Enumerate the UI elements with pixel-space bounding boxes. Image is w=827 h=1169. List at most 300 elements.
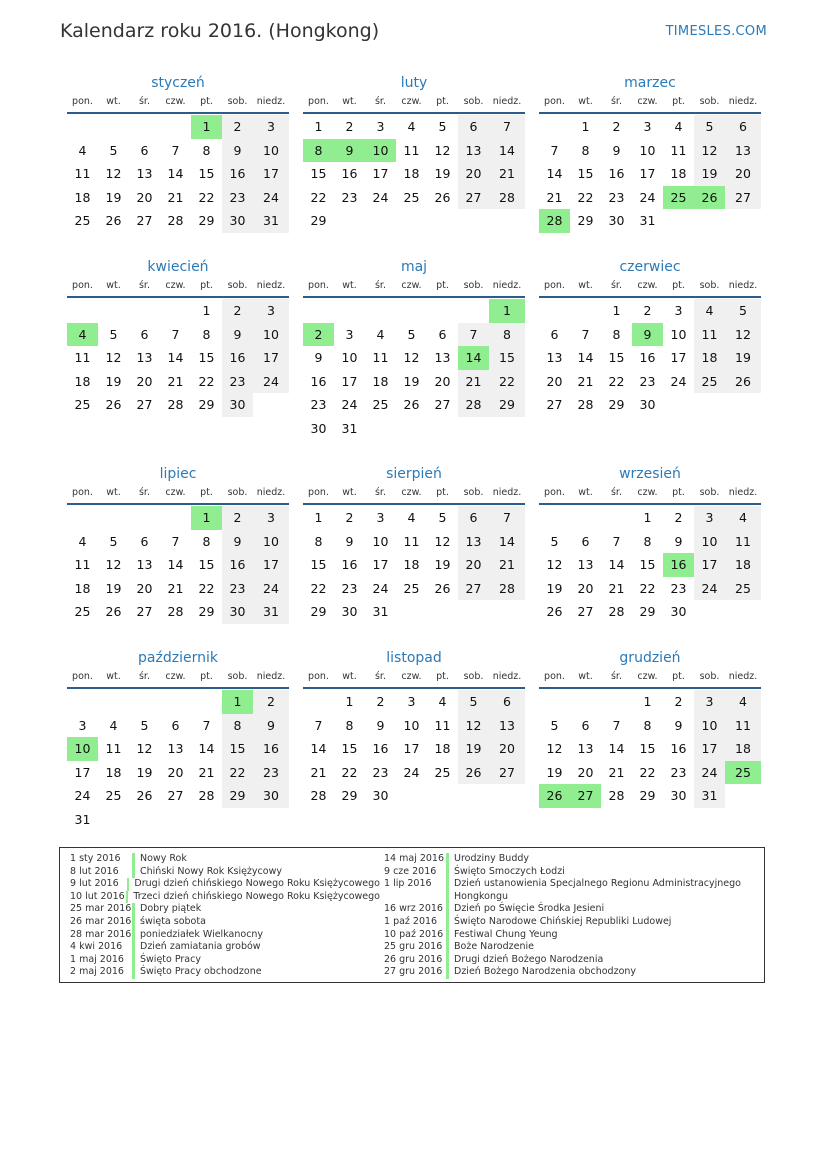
day: 13 [577,741,594,756]
day: 3 [407,694,416,709]
month-0 [67,72,289,233]
holiday-marker [446,954,449,967]
empty-cell [67,115,98,139]
empty-cell [303,690,334,714]
day: 18 [403,166,420,181]
day: 11 [694,323,725,347]
holiday-day: 4 [67,323,98,347]
holiday-date: 1 sty 2016 [70,853,121,864]
weekday-label: sob. [699,487,720,498]
empty-cell [160,506,191,530]
holiday-entry [70,929,380,942]
weekday-label: niedz. [492,487,522,498]
day: 29 [198,397,215,412]
holiday-day: 2 [303,323,334,347]
day: 5 [109,326,118,342]
holiday-date: 10 lut 2016 [70,890,125,902]
day: 19 [434,557,451,572]
day: 25 [694,370,725,394]
day: 30 [222,393,253,417]
day: 2 [222,115,253,139]
month-name: luty [400,75,428,91]
day: 6 [489,690,525,714]
day: 27 [546,397,563,412]
weekday-label: wt. [342,96,357,107]
day: 19 [458,737,489,761]
day: 16 [341,166,358,181]
holiday-date: 26 mar 2016 [70,915,132,927]
day: 29 [608,397,625,412]
weekday-header [67,669,289,689]
month-3 [67,256,289,417]
weekday-label: śr. [610,280,622,291]
day: 6 [581,717,590,733]
holiday-marker [446,916,449,929]
day: 3 [253,299,289,323]
day: 8 [222,714,253,738]
holiday-date: 2 maj 2016 [70,966,124,978]
empty-cell [570,506,601,530]
empty-cell [601,690,632,714]
day: 8 [581,142,590,158]
day: 24 [372,580,389,596]
empty-cell [67,299,98,323]
weekday-label: pon. [308,487,329,498]
day: 29 [577,213,594,228]
weekday-label: pon. [72,280,93,291]
day: 19 [105,373,122,389]
day: 30 [670,788,687,803]
day: 13 [546,350,563,365]
holiday-name: święta sobota [140,915,206,927]
holiday-entry [70,891,380,904]
empty-cell [303,299,334,323]
day: 24 [341,397,358,412]
day: 6 [581,533,590,549]
day: 18 [74,189,91,205]
holiday-entry [384,941,754,954]
holiday-date: 1 lip 2016 [384,878,432,890]
day: 20 [725,162,761,186]
weekday-label: czw. [165,671,186,682]
day: 8 [643,533,652,549]
day-grid [539,506,761,624]
day: 18 [403,557,420,572]
empty-cell [396,299,427,323]
empty-cell [365,299,396,323]
day: 27 [458,186,489,210]
day: 13 [458,530,489,554]
weekday-label: wt. [106,487,121,498]
holiday-date: 9 lut 2016 [70,878,119,890]
day: 29 [639,604,656,619]
day: 26 [546,604,563,619]
weekday-label: pon. [308,96,329,107]
day: 21 [167,189,184,205]
weekday-label: wt. [578,671,593,682]
day: 9 [222,530,253,554]
holiday-name: Boże Narodzenie [454,941,534,953]
day: 30 [608,213,625,228]
day: 18 [74,373,91,389]
weekday-label: pt. [200,96,213,107]
day: 5 [140,717,149,733]
holiday-marker [446,929,449,942]
day: 29 [310,213,327,228]
empty-cell [570,690,601,714]
empty-cell [98,299,129,323]
day: 26 [434,189,451,205]
holiday-day: 14 [458,346,489,370]
holiday-date: 16 wrz 2016 [384,903,443,915]
day: 16 [639,350,656,365]
weekday-label: pt. [672,671,685,682]
holiday-day: 8 [303,139,334,163]
day: 31 [694,784,725,808]
holiday-legend [59,847,765,983]
day: 26 [434,580,451,596]
day: 19 [546,764,563,780]
weekday-header [539,485,761,505]
holiday-day: 9 [632,323,663,347]
day: 2 [376,694,385,709]
holiday-entry [384,954,754,967]
holiday-day: 16 [663,553,694,577]
holiday-name: poniedziałek Wielkanocny [140,928,264,940]
day: 12 [725,323,761,347]
day: 10 [670,326,687,342]
day: 20 [136,580,153,596]
weekday-header [539,278,761,298]
day: 19 [434,166,451,181]
weekday-label: czw. [401,671,422,682]
month-name: październik [138,650,218,666]
holiday-name: Chiński Nowy Rok Księżycowy [140,865,282,877]
day: 28 [167,397,184,412]
day: 18 [725,737,761,761]
day: 21 [458,370,489,394]
day: 7 [202,717,211,733]
weekday-label: niedz. [728,280,758,291]
weekday-label: sob. [463,487,484,498]
day: 17 [253,346,289,370]
weekday-label: pt. [200,487,213,498]
day: 7 [314,717,323,733]
day: 7 [612,533,621,549]
weekday-label: wt. [578,487,593,498]
weekday-label: sob. [227,487,248,498]
empty-cell [539,115,570,139]
holiday-day: 27 [570,784,601,808]
day-grid [539,115,761,233]
day: 9 [314,350,323,365]
day: 15 [608,350,625,365]
day: 15 [310,166,327,181]
holiday-entry [70,941,380,954]
weekday-label: sob. [227,96,248,107]
holiday-marker [132,916,135,929]
weekday-label: wt. [106,96,121,107]
day: 2 [345,119,354,134]
day: 8 [612,326,621,342]
day: 30 [222,209,253,233]
empty-cell [334,299,365,323]
day: 8 [314,533,323,549]
day: 12 [458,714,489,738]
holiday-marker [127,878,130,891]
weekday-label: śr. [138,96,150,107]
day: 30 [222,600,253,624]
day: 16 [222,346,253,370]
empty-cell [129,115,160,139]
weekday-label: pon. [308,671,329,682]
day: 19 [105,580,122,596]
day: 8 [489,323,525,347]
brand-link[interactable]: TIMESLES.COM [665,24,767,39]
day: 6 [550,326,559,342]
day: 22 [608,373,625,389]
empty-cell [160,690,191,714]
day: 2 [674,694,683,709]
day: 23 [222,577,253,601]
month-1 [303,72,525,233]
holiday-entry [384,916,754,929]
day: 10 [253,139,289,163]
weekday-header [303,485,525,505]
month-7 [303,463,525,624]
day: 3 [345,326,354,342]
empty-cell [427,299,458,323]
day: 22 [222,761,253,785]
day: 11 [670,142,687,158]
day: 10 [694,714,725,738]
day: 26 [403,397,420,412]
holiday-day: 9 [334,139,365,163]
month-name: grudzień [619,650,681,666]
day: 5 [694,115,725,139]
day: 15 [222,737,253,761]
day: 25 [74,604,91,619]
day: 6 [140,533,149,549]
day: 20 [489,737,525,761]
holiday-date: 14 maj 2016 [384,853,445,864]
day: 11 [725,530,761,554]
day: 17 [403,741,420,756]
day: 12 [403,350,420,365]
day: 23 [222,186,253,210]
day: 20 [577,580,594,596]
day: 1 [314,119,323,134]
holiday-date: 8 lut 2016 [70,865,119,877]
day: 2 [222,506,253,530]
day: 15 [310,557,327,572]
day: 5 [458,690,489,714]
day: 3 [643,119,652,134]
holiday-name: Dobry piątek [140,903,202,915]
day: 7 [171,326,180,342]
day: 3 [376,510,385,525]
weekday-label: wt. [106,280,121,291]
day: 9 [222,323,253,347]
day: 22 [639,764,656,780]
holiday-entry [384,929,754,942]
day: 30 [639,397,656,412]
day: 2 [222,299,253,323]
day: 4 [407,510,416,525]
weekday-header [67,485,289,505]
day-grid [67,115,289,233]
holiday-date: 28 mar 2016 [70,928,132,940]
holiday-entry [384,866,754,879]
day: 25 [403,189,420,205]
holiday-entry [384,903,754,916]
day: 4 [407,119,416,134]
day-grid [539,690,761,808]
weekday-label: czw. [401,280,422,291]
day: 17 [74,764,91,780]
day: 6 [725,115,761,139]
day: 11 [403,142,420,158]
day: 21 [489,162,525,186]
weekday-label: śr. [374,487,386,498]
weekday-label: niedz. [728,96,758,107]
day: 16 [341,557,358,572]
day: 27 [136,397,153,412]
day: 24 [694,577,725,601]
holiday-list-left [70,853,380,979]
weekday-label: sob. [227,280,248,291]
day: 30 [372,788,389,803]
day: 30 [310,420,327,436]
weekday-label: niedz. [492,671,522,682]
day: 31 [74,811,91,827]
weekday-label: wt. [342,671,357,682]
day: 29 [489,393,525,417]
day: 12 [546,741,563,756]
day: 10 [372,533,389,549]
day: 25 [372,397,389,412]
weekday-label: sob. [463,96,484,107]
day-grid [67,299,289,417]
day: 7 [171,142,180,158]
weekday-label: pon. [72,96,93,107]
weekday-label: pt. [200,671,213,682]
day-grid [303,506,525,624]
day: 12 [694,139,725,163]
day: 14 [167,350,184,365]
weekday-label: sob. [463,280,484,291]
day: 23 [372,764,389,780]
weekday-label: śr. [374,96,386,107]
weekday-label: niedz. [256,96,286,107]
weekday-label: niedz. [728,671,758,682]
holiday-name: Święto Pracy [140,953,201,965]
weekday-label: śr. [138,487,150,498]
day: 30 [341,604,358,619]
empty-cell [601,506,632,530]
day: 18 [372,373,389,389]
day: 11 [725,714,761,738]
month-9 [67,647,289,831]
day: 17 [694,553,725,577]
day: 5 [438,119,447,134]
day: 27 [725,186,761,210]
holiday-marker [446,941,449,954]
day: 18 [434,741,451,756]
day: 17 [694,737,725,761]
day: 9 [376,717,385,733]
holiday-date: 10 paź 2016 [384,928,444,940]
empty-cell [98,115,129,139]
day: 5 [109,533,118,549]
day: 28 [608,604,625,619]
day: 11 [74,557,91,572]
day: 13 [136,350,153,365]
day: 27 [136,604,153,619]
holiday-marker [132,954,135,967]
weekday-label: śr. [138,280,150,291]
day: 21 [577,373,594,389]
day: 23 [639,373,656,389]
day: 26 [136,788,153,803]
day: 16 [670,741,687,756]
empty-cell [539,299,570,323]
weekday-label: pt. [436,96,449,107]
day: 9 [345,533,354,549]
day: 26 [725,370,761,394]
day: 15 [198,166,215,181]
month-4 [303,256,525,440]
day: 28 [489,577,525,601]
day: 9 [674,717,683,733]
day: 11 [403,533,420,549]
day: 1 [345,694,354,709]
day: 11 [74,350,91,365]
day: 8 [202,533,211,549]
holiday-date: 1 paź 2016 [384,915,438,927]
day: 22 [198,373,215,389]
day: 5 [550,717,559,733]
holiday-entry [70,916,380,929]
day: 21 [546,189,563,205]
day: 25 [105,788,122,803]
weekday-label: czw. [637,671,658,682]
day: 15 [639,557,656,572]
holiday-name: Drugi dzień chińskiego Nowego Roku Księżycowego [134,878,380,890]
day: 21 [167,580,184,596]
day: 23 [222,370,253,394]
day: 25 [725,577,761,601]
month-name: sierpień [386,466,442,482]
day: 12 [434,533,451,549]
day: 7 [171,533,180,549]
weekday-header [67,278,289,298]
holiday-marker [446,966,449,979]
weekday-label: sob. [699,280,720,291]
month-11 [539,647,761,808]
weekday-label: pt. [200,280,213,291]
holiday-entry [70,966,380,979]
weekday-header [539,669,761,689]
weekday-label: pt. [436,487,449,498]
weekday-label: śr. [610,487,622,498]
day: 21 [608,580,625,596]
day: 16 [372,741,389,756]
day: 14 [489,139,525,163]
day: 19 [136,764,153,780]
day: 13 [434,350,451,365]
day: 25 [434,764,451,780]
